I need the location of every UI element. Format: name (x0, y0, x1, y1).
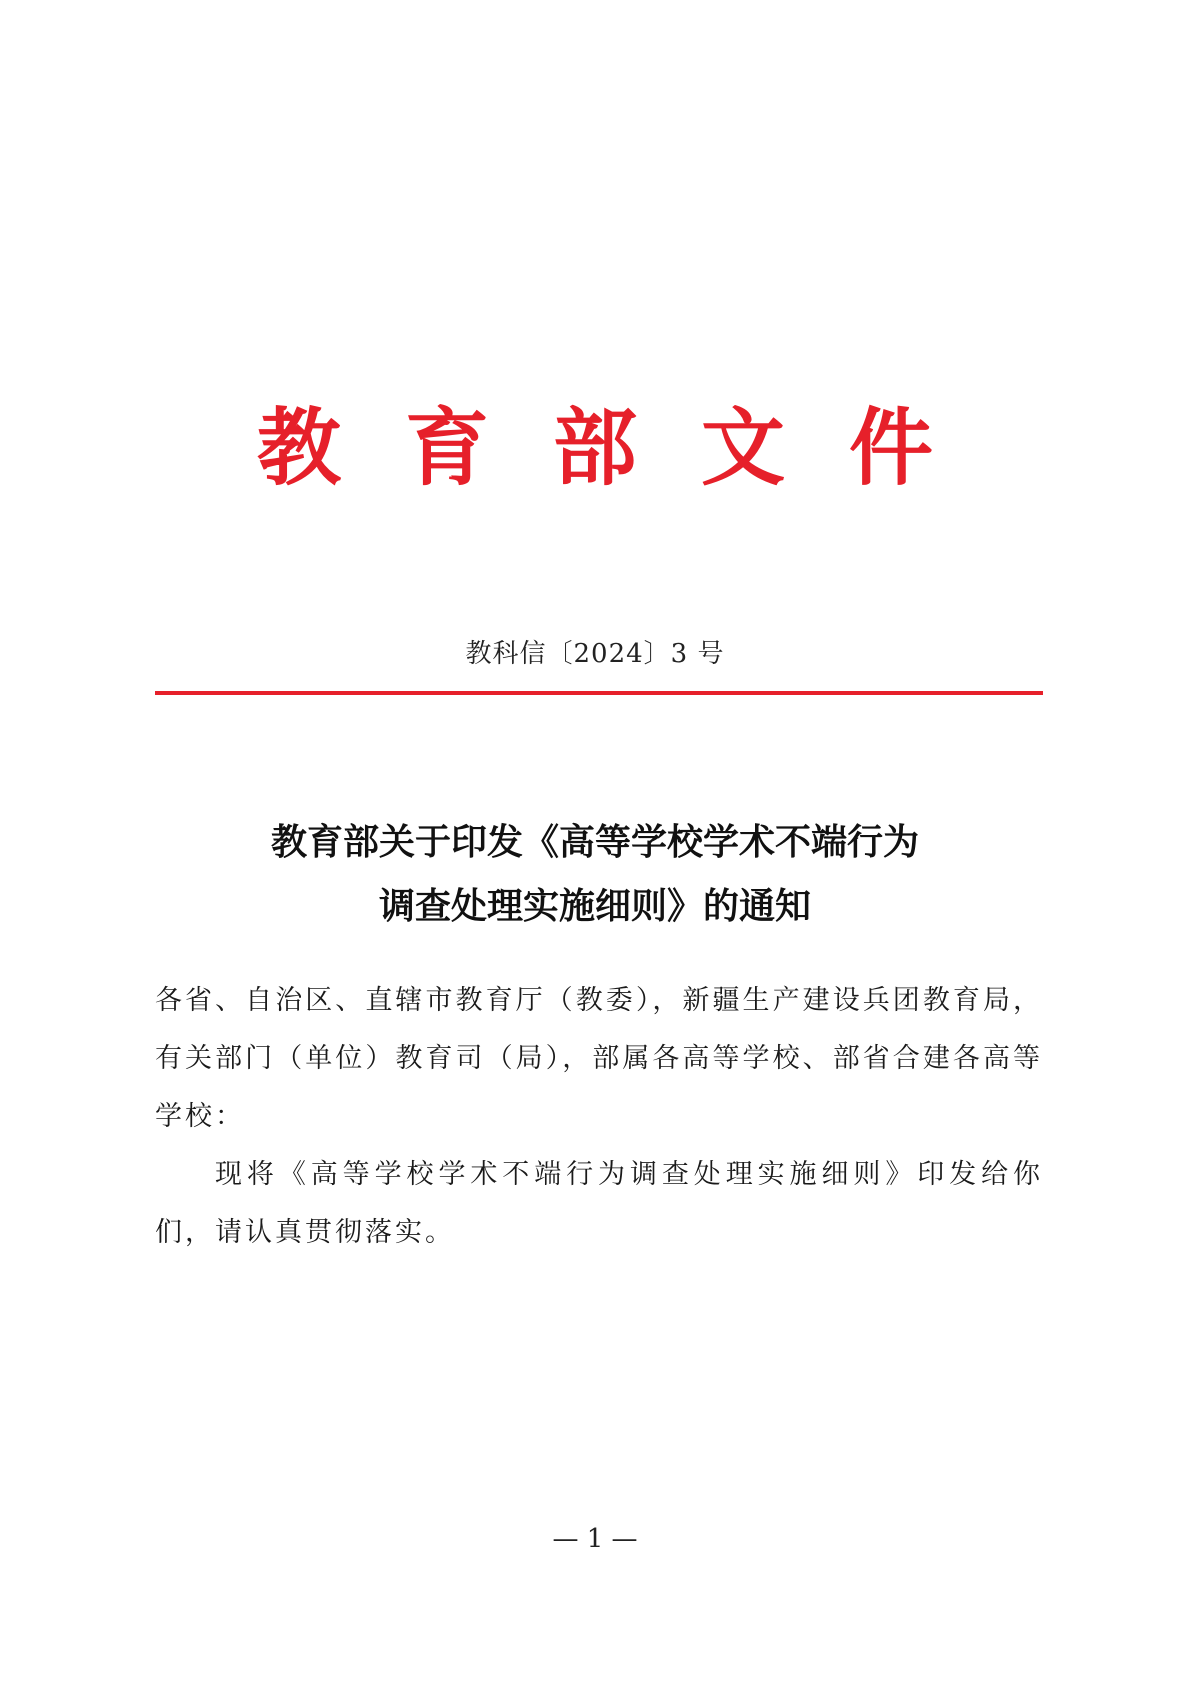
red-divider-rule (155, 691, 1043, 695)
header-char: 育 (404, 398, 489, 497)
page-number: — 1 — (552, 1524, 638, 1554)
header-char: 教 (256, 398, 341, 497)
document-number: 教科信〔2024〕3 号 (465, 639, 725, 669)
document-body (155, 972, 1043, 1262)
header-char: 件 (849, 398, 934, 497)
document-header (0, 398, 1190, 498)
document-title (0, 810, 1190, 938)
addressee-paragraph: 各省、自治区、直辖市教育厅（教委），新疆生产建设兵团教育局，有关部门（单位）教育司（局），部属各高等学校、部省合建各高等学校： (155, 985, 1043, 1132)
body-paragraph: 现将《高等学校学术不端行为调查处理实施细则》印发给你们，请认真贯彻落实。 (155, 1159, 1043, 1248)
header-char: 部 (552, 398, 637, 497)
title-line-2: 调查处理实施细则》的通知 (378, 885, 811, 927)
title-line-1: 教育部关于印发《高等学校学术不端行为 (270, 821, 919, 863)
header-char: 文 (701, 398, 786, 497)
